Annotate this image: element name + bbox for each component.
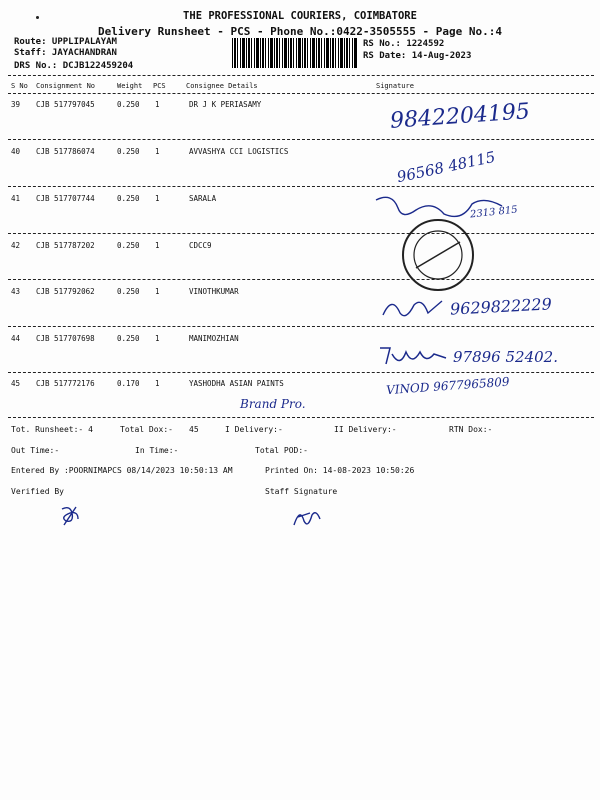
- runsheet-subtitle: Delivery Runsheet - PCS - Phone No.:0422-3505555 - Page No.:4: [98, 25, 502, 38]
- row-sno: 40: [11, 147, 21, 156]
- row-consignment: CJB 517792062: [36, 287, 95, 296]
- entered-by: Entered By :POORNIMAPCS 08/14/2023 10:50:13 AM: [11, 466, 233, 475]
- row-weight: 0.250: [117, 334, 140, 343]
- row-weight: 0.250: [117, 241, 140, 250]
- col-signature: Signature: [376, 82, 414, 90]
- col-sno: S No: [11, 82, 28, 90]
- row-consignee: DR J K PERIASAMY: [189, 100, 262, 109]
- handwritten-phone: VINOD 9677965809: [385, 374, 510, 398]
- staff-label: Staff: JAYACHANDRAN: [14, 48, 117, 58]
- col-pcs: PCS: [153, 82, 166, 90]
- handwritten-phone: 9629822229: [449, 294, 553, 319]
- row-divider: [8, 279, 594, 280]
- row-consignment: CJB 517787202: [36, 241, 95, 250]
- row-weight: 0.250: [117, 147, 140, 156]
- verified-signature: [58, 503, 82, 527]
- row-pcs: 1: [155, 241, 160, 250]
- handwritten-phone: 96568 48115: [395, 147, 497, 187]
- route-label: Route: UPPLIPALAYAM: [14, 37, 117, 47]
- row-consignment: CJB 517707698: [36, 334, 95, 343]
- row-divider: [8, 417, 594, 418]
- out-time: Out Time:-: [11, 446, 60, 455]
- row-divider: [8, 186, 594, 187]
- total-pod: Total POD:-: [255, 446, 308, 455]
- handwritten-note: Brand Pro.: [240, 397, 306, 411]
- rs-date: RS Date: 14-Aug-2023: [363, 51, 472, 61]
- drs-barcode: [232, 38, 358, 68]
- printed-on: Printed On: 14-08-2023 10:50:26: [265, 466, 415, 475]
- row-weight: 0.250: [117, 287, 140, 296]
- row-pcs: 1: [155, 287, 160, 296]
- row-weight: 0.170: [117, 379, 140, 388]
- signature-scribble: [380, 293, 446, 323]
- col-consignment: Consignment No: [36, 82, 96, 90]
- i-delivery: I Delivery:-: [225, 425, 283, 434]
- row-pcs: 1: [155, 147, 160, 156]
- row-consignment: CJB 517707744: [36, 194, 95, 203]
- handwritten-phone: 97896 52402.: [453, 348, 558, 366]
- handwritten-phone: 9842204195: [389, 99, 531, 134]
- row-consignment: CJB 517797045: [36, 100, 95, 109]
- staff-signature: [290, 503, 326, 531]
- ii-delivery: II Delivery:-: [334, 425, 397, 434]
- row-divider: [8, 326, 594, 327]
- row-consignee: SARALA: [189, 194, 217, 203]
- total-dox-label: Total Dox:-: [120, 425, 173, 434]
- row-consignee: AVVASHYA CCI LOGISTICS: [189, 147, 289, 156]
- row-pcs: 1: [155, 379, 160, 388]
- tot-runsheet: Tot. Runsheet:- 4: [11, 425, 93, 434]
- row-divider: [8, 372, 594, 373]
- row-pcs: 1: [155, 334, 160, 343]
- company-title: THE PROFESSIONAL COURIERS, COIMBATORE: [183, 10, 417, 22]
- divider: [8, 75, 594, 76]
- verified-by: Verified By: [11, 487, 64, 496]
- row-weight: 0.250: [117, 194, 140, 203]
- company-stamp: [398, 216, 478, 294]
- row-sno: 39: [11, 100, 21, 109]
- row-weight: 0.250: [117, 100, 140, 109]
- row-consignment: CJB 517786074: [36, 147, 95, 156]
- row-sno: 41: [11, 194, 21, 203]
- rtn-dox: RTN Dox:-: [449, 425, 493, 434]
- rs-number: RS No.: 1224592: [363, 39, 445, 49]
- row-sno: 44: [11, 334, 21, 343]
- col-consignee: Consignee Details: [186, 82, 258, 90]
- total-dox-value: 45: [189, 425, 199, 434]
- row-divider: [8, 139, 594, 140]
- row-sno: 45: [11, 379, 21, 388]
- handwritten-number: 2313 815: [469, 204, 519, 221]
- row-consignee: MANIMOZHIAN: [189, 334, 239, 343]
- row-divider: [8, 233, 594, 234]
- row-pcs: 1: [155, 194, 160, 203]
- row-consignment: CJB 517772176: [36, 379, 95, 388]
- divider: [8, 93, 594, 94]
- row-sno: 43: [11, 287, 21, 296]
- row-consignee: YASHODHA ASIAN PAINTS: [189, 379, 284, 388]
- signature-scribble: [376, 342, 448, 370]
- row-consignee: CDCC9: [189, 241, 212, 250]
- in-time: In Time:-: [135, 446, 179, 455]
- row-consignee: VINOTHKUMAR: [189, 287, 239, 296]
- drs-number: DRS No.: DCJB122459204: [14, 61, 134, 71]
- staff-signature-label: Staff Signature: [265, 487, 338, 496]
- row-pcs: 1: [155, 100, 160, 109]
- col-weight: Weight: [117, 82, 143, 90]
- row-sno: 42: [11, 241, 21, 250]
